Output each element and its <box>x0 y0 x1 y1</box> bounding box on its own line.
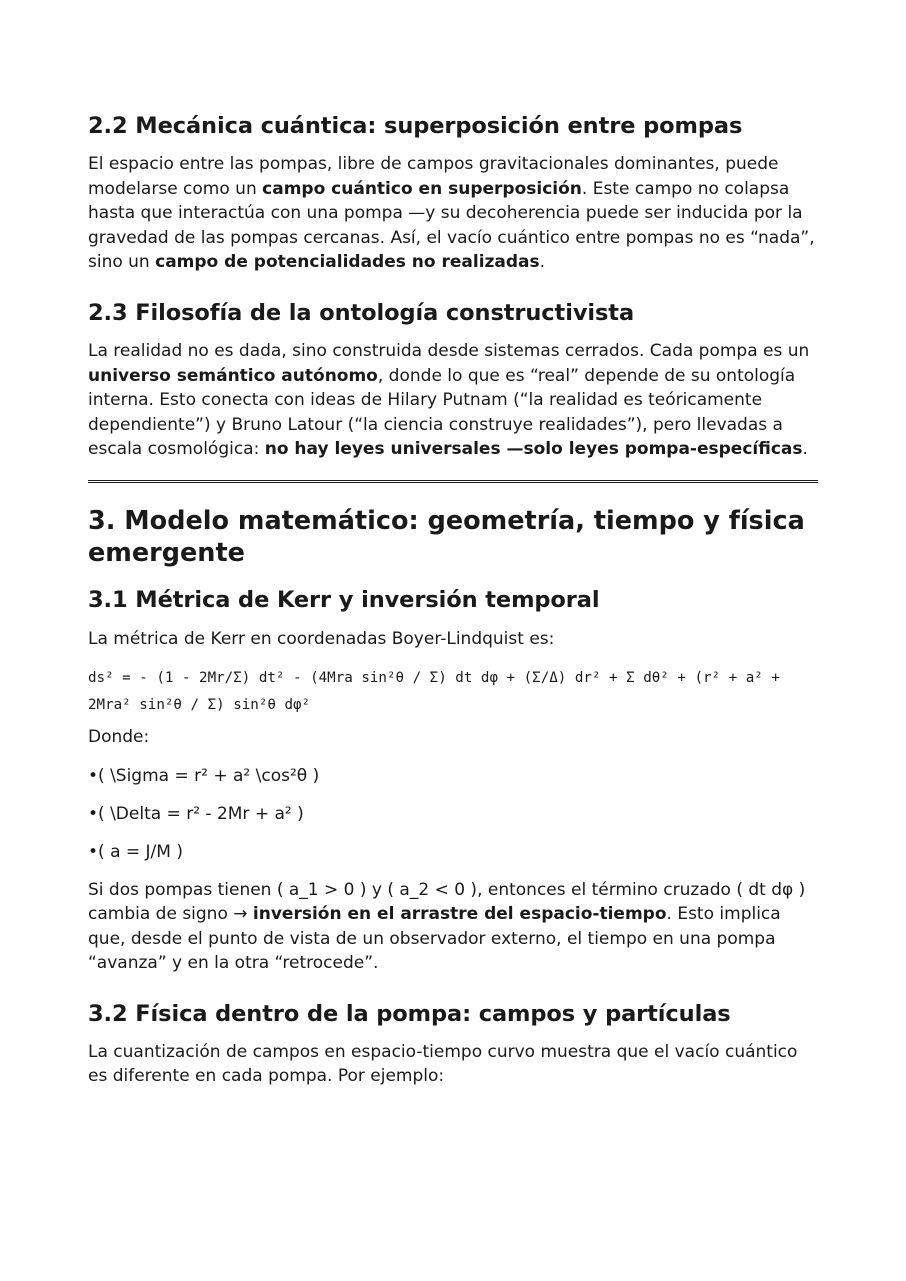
bullet-a: •( a = J/M ) <box>88 841 183 862</box>
bold-run: inversión en el arrastre del espacio-tiempo <box>252 904 667 924</box>
section-3-heading: 3. Modelo matemático: geometría, tiempo y física emergente <box>88 505 805 568</box>
bold-run: campo de potencialidades no realizadas <box>155 252 540 273</box>
bold-run: no hay leyes universales —solo leyes pompa-específicas <box>264 439 803 459</box>
text-run: La realidad no es dada, sino construida desde sistemas cerrados. Cada pompa es un <box>88 341 810 361</box>
text-run: Si dos pompas tienen ( a_1 > 0 ) y ( a_2 < 0 ), entonces el término cruzado ( dt dφ ) cambia de signo → <box>88 879 806 924</box>
section-3-2-heading: 3.2 Física dentro de la pompa: campos y partículas <box>88 1000 731 1027</box>
section-2-3-paragraph <box>88 339 818 462</box>
section-3-1-intro: La métrica de Kerr en coordenadas Boyer-Lindquist es: <box>88 628 555 649</box>
section-2-2-paragraph <box>88 152 818 275</box>
bold-run: universo semántico autónomo <box>88 365 378 386</box>
section-3-1-heading: 3.1 Métrica de Kerr y inversión temporal <box>88 587 600 614</box>
donde-label: Donde: <box>88 727 150 747</box>
section-2-3-heading: 2.3 Filosofía de la ontología constructivista <box>88 299 635 326</box>
text-run: El espacio entre las pompas, libre de campos gravitacionales dominantes, puede modelarse como un <box>88 154 779 199</box>
bold-run: campo cuántico en superposición <box>262 178 582 199</box>
section-divider <box>88 480 818 483</box>
text-run: . Esto implica que, desde el punto de vista de un observador externo, el tiempo en una pompa “avanza” y en la otra “retrocede”. <box>88 904 781 973</box>
text-run: . <box>539 252 546 273</box>
section-3-2-paragraph: La cuantización de campos en espacio-tiempo curvo muestra que el vacío cuántico es diferente en cada pompa. Por ejemplo: <box>88 1041 798 1087</box>
section-2-2-heading: 2.2 Mecánica cuántica: superposición entre pompas <box>88 113 743 139</box>
kerr-metric-equation: ds² = - (1 - 2Mr/Σ) dt² - (4Mra sin²θ / Σ) dt dφ + (Σ/Δ) dr² + Σ dθ² + (r² + a² + 2Mra² sin²θ / Σ) sin²θ dφ² <box>88 670 780 713</box>
text-run: . Este campo no colapsa hasta que interactúa con una pompa —y su decoherencia puede ser inducida por la gravedad de las pompas cercanas. Así, el vacío cuántico entre pompas no es “nada”, sino un <box>88 178 815 273</box>
bullet-delta: •( \Delta = r² - 2Mr + a² ) <box>88 803 304 824</box>
text-run: . <box>802 439 808 459</box>
text-run: , donde lo que es “real” depende de su ontología interna. Esto conecta con ideas de Hilary Putnam (“la realidad es teóricamente dependiente”) y Bruno Latour (“la ciencia construye realidades”), pero llevadas a escala cosmológica: <box>88 365 796 459</box>
bullet-sigma: •( \Sigma = r² + a² \cos²θ ) <box>88 765 320 786</box>
section-3-1-paragraph <box>88 878 818 976</box>
